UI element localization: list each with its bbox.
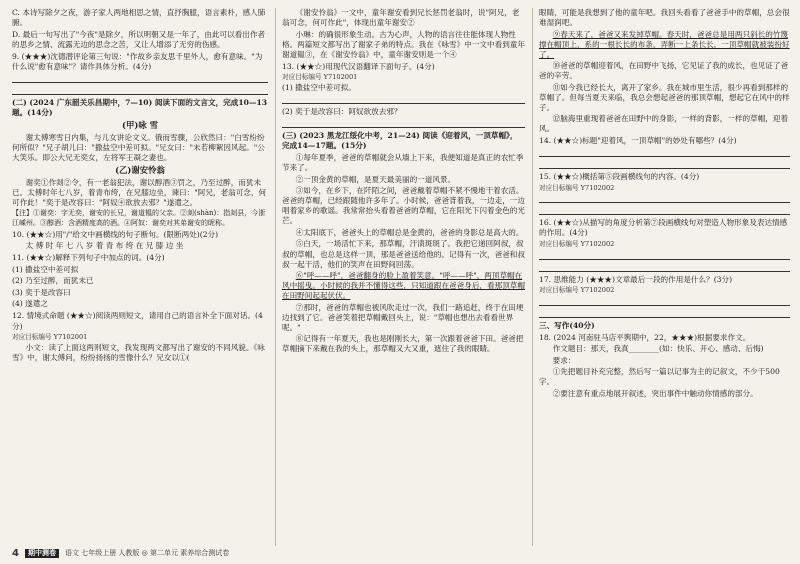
paragraph: ⑩爸爸的草帽迎着风，在田野中飞扬，它见证了我的成长，也见证了爸爸的辛劳。	[539, 61, 789, 81]
requirement-2: ②要注意有重点地展开叙述，突出事件中触动你情感的部分。	[552, 388, 758, 398]
question-13-item: (2) 奕于是改容曰：阿奴欲放去邪？	[282, 107, 402, 117]
answer-line[interactable]	[12, 74, 268, 83]
question-16: 16. (★★☆)从描写的角度分析第⑦段画横线句对塑造人物形象及表达情感的作用。(4分)	[539, 218, 788, 238]
page-footer	[12, 547, 229, 560]
target-code: 对应目标编号 Y7102001	[12, 333, 88, 342]
section-2-title: (二) (2024 广东韶关乐昌期中，7—10) 阅读下面的文言文，完成10—13题。(14分)	[12, 97, 268, 117]
paragraph: ⑦那时，爸爸的草帽也被风吹走过一次，我们一路追赶，终于在田埂边找到了它。爸爸笑着把草帽戴回头上，说："草帽也想出去看看世界呢。"	[282, 302, 524, 332]
brand-logo: 期中测卷	[25, 549, 59, 558]
question-11-item: (4) 遂遣之	[12, 299, 48, 309]
writing-prompt: 作文题目：那天，我真________(如：快乐、开心、感动、后悔)	[552, 344, 764, 354]
paragraph: ⑫脑海里重现着爸爸在田野中的身影，一样的背影，一样的草帽，迎着风。	[539, 114, 789, 134]
requirement-1: ①先把题目补充完整，然后写一篇以记事为主的记叙文，不少于500字。	[539, 367, 780, 387]
paragraph-underlined: ⑥"呼——呼"，爸爸翻身的脸上盈着笑意。"呼——呼"，两顶草帽在风中摇曳。小时候的我并不懂得这些，只知道跟在爸爸身后，看那顶草帽在田野间起起伏伏。	[282, 271, 525, 301]
option-c: C. 本诗写除夕之夜，游子家人两地相思之情，直抒胸臆，语言素朴，感人肺腑。	[12, 8, 266, 28]
page-number: 4	[12, 547, 19, 559]
question-11-item: (2) 乃至过醉，而犹未已	[12, 276, 94, 286]
question-13: 13. (★★☆)用现代汉语翻译下面句子。(4分)	[282, 61, 435, 71]
paragraph: ①每年夏季，爸爸的草帽就会从墙上下来，我便知道是真正的农忙季节来了。	[282, 153, 524, 173]
question-14: 14. (★★☆)标题"迎着风，一顶草帽"的妙处有哪些？(4分)	[539, 136, 737, 146]
question-10: 10. (★★☆)用"/"给文中画横线的句子断句。(限断两处)(2分)	[12, 229, 219, 239]
answer-line[interactable]	[539, 251, 790, 260]
paragraph: ⑧记得有一年夏天，我也是刚刚长大，第一次跟着爸爸下田。爸爸把草帽摘下来戴在我的头上，那草帽又大又重，遮住了我的眼睛。	[282, 334, 524, 354]
paragraph: 眼睛，可能是我想到了他的童年吧。我回头看看了爸爸手中的草帽，总会很难湿润吧。	[539, 8, 790, 28]
question-11-item: (1) 撒盐空中差可拟	[12, 264, 79, 274]
answer-line[interactable]	[539, 160, 790, 169]
footer-text: 语文 七年级上册 人教版 ◎ 第二单元 素养综合测试卷	[64, 548, 230, 557]
target-code: 对应目标编号 Y7102002	[539, 239, 615, 248]
paragraph: ⑪如今我已经长大，离开了家乡。我在城市里生活，很少再看到那样的草帽了。但每当夏天来临，我总会想起爸爸的那顶草帽，想起它在风中的样子。	[539, 82, 790, 112]
option-d: D. 最后一句写出了"今夜"是除夕，所以明朝又是一年了，由此可以看出作者的思乡之情、流露无边的思念之苦，又让人增添了无穷的伤感。	[12, 29, 266, 49]
answer-line[interactable]	[539, 206, 790, 215]
answer-line[interactable]	[539, 194, 790, 203]
question-12: 12. 情境式命题 (★★☆)阅读两则短文，请用自己的语言补全下面对话。(4分)	[12, 311, 263, 331]
target-code: 对应目标编号 Y7102001	[282, 73, 358, 82]
requirements-label: 要求：	[552, 355, 576, 365]
paragraph: ④太阳底下，爸爸头上的草帽总是金黄的，爸爸的身影总是高大的。	[295, 227, 524, 237]
paragraph: ⑤白天，一场活忙下来，那草帽，汗渍斑斑了。我把它递回阿叔，叔叔的草帽，也总是这样一顶，那是爸爸送给他的。记得有一次，爸爸和叔叔一起干活，他们的笑声在田野间回荡。	[282, 239, 525, 269]
answer-line[interactable]	[282, 119, 525, 128]
paragraph-underlined: ⑨春天来了，爸爸又来发掉草帽。春天时，爸爸总是用两只斜长的竹篾撑在帽顶上，系的一根长长的布条，弄断一上条长长，一顶草帽就被装扮好了。	[539, 29, 790, 59]
passage-a-text: 谢太傅寒雪日内集，与儿女讲论文义。俄而雪骤，公欣然曰："白雪纷纷何所似？"兄子胡儿曰："撒盐空中差可拟。"兄女曰："未若柳絮因风起。"公大笑乐。即公大兄无奕女，左将军王凝之妻也。	[12, 132, 265, 162]
question-10-sentence: 太 傅 时 年 七 八 岁 着 青 布 绔 在 兄 膝 边 坐	[25, 241, 184, 251]
passage-b-title: (乙)谢安怜翁	[115, 164, 165, 175]
target-code: 对应目标编号 Y7102002	[539, 183, 615, 192]
question-11: 11. (★★☆)解释下列句子中加点的词。(4分)	[12, 253, 165, 263]
paragraph: ②一顶金黄的草帽，是夏天最美丽的一道风景。	[295, 174, 456, 184]
answer-line[interactable]	[282, 95, 525, 104]
paragraph: ③如今，在乡下，在阡陌之间，爸爸戴着草帽不紧不慢地干着农活。爸爸的草帽，已经跟随他许多年了。小时候，爸爸背着我，一边走，一边唱着家乡的歌谣。我常常抬头看着爸爸的草帽，它在阳光下闪着金色的光芒。	[282, 186, 525, 226]
target-code: 对应目标编号 Y7102002	[539, 286, 615, 295]
answer-line[interactable]	[12, 86, 268, 95]
column-left	[12, 8, 268, 546]
question-15: 15. (★★☆)概括第⑤段画横线句的内容。(4分)	[539, 172, 700, 182]
question-11-item: (3) 奕于是改容曰	[12, 287, 71, 297]
section-3-title: (三) (2023 黑龙江绥化中考，21—24) 阅读《迎着风，一顶草帽》，完成14—17题。(15分)	[282, 131, 518, 151]
question-12-text: 小文：读了上面这两则短文，我发现两文都写出了谢安的不同风貌。《咏雪》中，谢太傅问，纷纷扬扬的雪像什么？兄女以①(	[12, 343, 265, 363]
writing-section-title: 三、写作(40分)	[539, 320, 595, 330]
question-17: 17. 思维能力 (★★★)文章最后一段的作用是什么？(3分)	[539, 274, 733, 284]
question-18: 18. (2024 河南驻马店平舆期中，22，★★★)根据要求作文。	[539, 332, 751, 342]
question-9: 9. (★★★)沈德潜评论第三句说："作故乡亲友思千里外人，愈有意味。"为什么说"愈有意味"？请作具体分析。(4分)	[12, 51, 263, 71]
answer-line[interactable]	[539, 148, 790, 157]
question-13-item: (1) 撒盐空中差可拟。	[282, 83, 356, 93]
answer-line[interactable]	[539, 263, 790, 272]
dialog-2: 小琳：的确很形象生动。古为心声，人物的语言往往能体现人物性格。两篇短文都写出了谢家子弟的特点。我在《咏雪》中一文中看到童年谢道韫③，在《谢安怜翁》中，童年谢安则是一个④	[282, 29, 525, 59]
passage-b-text: 谢奕①作剡②令，有一老翁犯法，谢以醇酒③罚之，乃至过醉，而犹未已。太傅时年七八岁，着青布绔，在兄膝边坐，谏曰："阿兄，老翁可念，何可作此！"奕于是改容曰："阿奴④欲放去邪？"遂遣之。	[12, 177, 267, 207]
answer-line[interactable]	[539, 297, 790, 306]
passage-a-title: (甲)咏 雪	[122, 119, 158, 130]
column-middle	[275, 8, 525, 546]
column-right	[532, 8, 790, 546]
answer-line[interactable]	[539, 309, 790, 318]
dialog-1: 《谢安怜翁》一文中，童年谢安看到兄长惩罚老翁时，说"阿兄，老翁可念，何可作此"，体现出童年谢安②	[282, 8, 520, 28]
notes: 【注】①谢奕：字无奕，谢安的长兄，谢道韫的父亲。②剡(shàn)：指剡县，今浙江嵊州。③醇酒：含酒精度高的酒。④阿奴：谢奕对其弟谢安的昵称。	[12, 209, 266, 227]
